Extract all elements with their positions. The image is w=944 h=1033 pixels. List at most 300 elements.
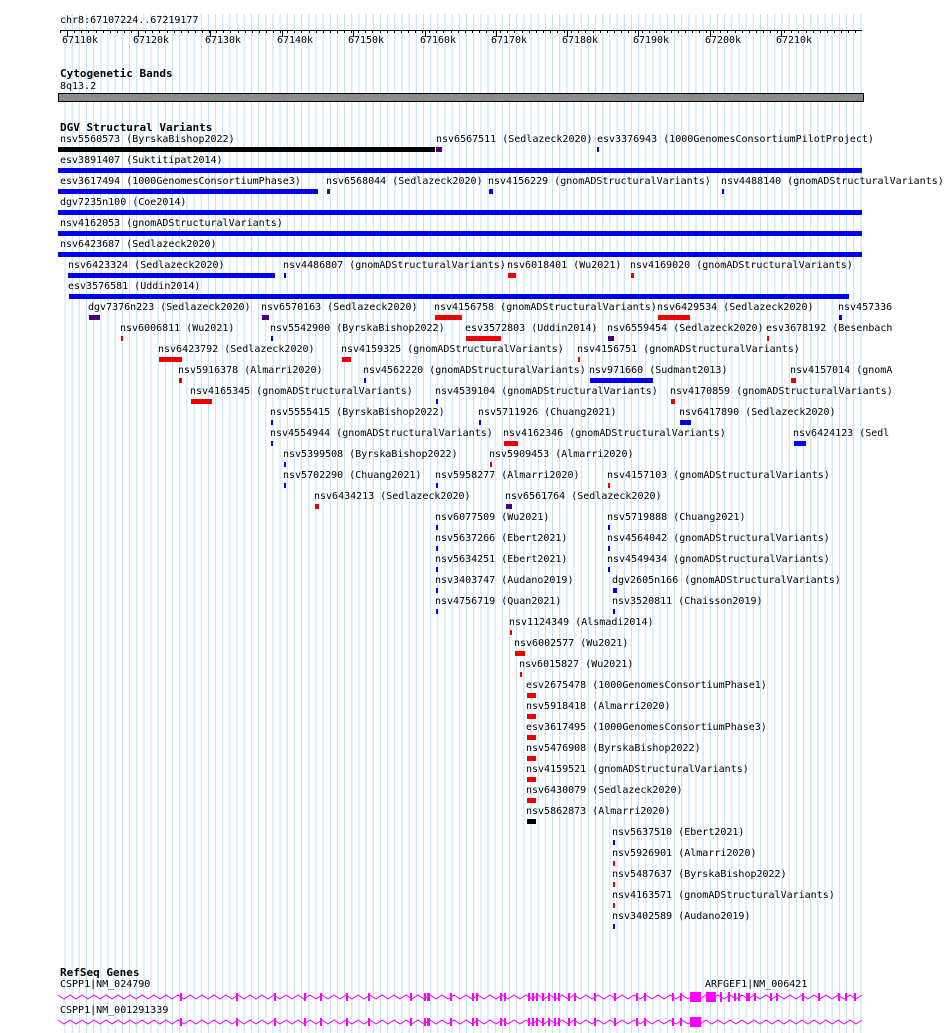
dgv-feature-bar[interactable] [791,378,796,383]
ruler-minor-tick [536,30,537,33]
gene-exon[interactable] [672,993,674,1001]
dgv-feature-bar[interactable] [436,588,438,593]
dgv-feature-bar[interactable] [613,903,615,908]
ruler-minor-tick [507,30,508,33]
dgv-feature-bar[interactable] [613,609,615,614]
dgv-feature-bar[interactable] [159,357,182,362]
dgv-feature-bar[interactable] [479,420,481,425]
dgv-feature-label[interactable]: nsv4564042 (gnomADStructuralVariants) [607,533,830,544]
ruler-minor-tick [223,30,224,33]
gene-exon[interactable] [180,993,182,1001]
dgv-feature-label[interactable]: nsv4159325 (gnomADStructuralVariants) [341,344,564,355]
dgv-feature-bar[interactable] [179,378,182,383]
dgv-track-title[interactable]: DGV Structural Variants [60,121,213,134]
gene-exon[interactable] [728,992,730,1002]
dgv-feature-bar[interactable] [608,525,610,530]
ruler-minor-tick [820,30,821,33]
gene-exon[interactable] [644,993,646,1001]
gene-model-cspp1-nm-001291339[interactable] [58,1015,862,1029]
dgv-feature-label[interactable]: nsv6561764 (Sedlazeck2020) [505,491,662,502]
gene-exon[interactable] [424,1018,426,1026]
dgv-feature-bar[interactable] [527,777,536,782]
dgv-feature-bar[interactable] [436,525,438,530]
ruler-minor-tick [848,30,849,33]
dgv-feature-label[interactable]: dgv2605n166 (gnomADStructuralVariants) [612,575,841,586]
ruler-minor-tick [81,30,82,33]
ruler-minor-tick [152,30,153,33]
ruler-minor-tick [209,30,210,33]
dgv-feature-label[interactable]: nsv6424123 (Sedl [793,428,890,439]
dgv-feature-label[interactable]: esv3617494 (1000GenomesConsortiumPhase3) [60,176,301,187]
dgv-feature-label[interactable]: esv3376943 (1000GenomesConsortiumPilotProject) [597,134,874,145]
gene-exon[interactable] [236,1018,238,1026]
ruler-minor-tick [245,30,246,33]
dgv-feature-label[interactable]: esv2675478 (1000GenomesConsortiumPhase1) [526,680,767,691]
ruler-minor-tick [770,30,771,33]
dgv-feature-bar[interactable] [191,399,212,404]
gene-exon[interactable] [554,1018,556,1026]
gene-exon[interactable] [536,993,538,1001]
dgv-feature-label[interactable]: nsv4162053 (gnomADStructuralVariants) [60,218,283,229]
dgv-feature-bar[interactable] [510,630,512,635]
dgv-feature-bar[interactable] [284,273,286,278]
dgv-feature-label[interactable]: nsv5476908 (ByrskaBishop2022) [526,743,701,754]
gene-exon[interactable] [427,1018,430,1026]
gene-exon[interactable] [636,993,638,1001]
gene-exon[interactable] [476,993,478,1001]
gene-exon[interactable] [532,993,534,1001]
ruler-minor-tick [380,30,381,33]
dgv-feature-bar[interactable] [58,168,862,173]
gene-exon[interactable] [691,1017,701,1027]
dgv-feature-bar[interactable] [613,588,617,593]
dgv-feature-label[interactable]: nsv5399508 (ByrskaBishop2022) [283,449,458,460]
dgv-feature-label[interactable]: nsv4157014 (gnomA [790,365,893,376]
ruler-minor-tick [493,30,494,33]
gene-exon[interactable] [776,993,778,1001]
dgv-feature-label[interactable]: nsv6429534 (Sedlazeck2020) [657,302,814,313]
gene-exon[interactable] [802,993,804,1001]
ruler-minor-tick [664,30,665,33]
dgv-feature-bar[interactable] [520,672,522,677]
gene-exon[interactable] [542,993,544,1001]
dgv-feature-label[interactable]: nsv4163571 (gnomADStructuralVariants) [612,890,835,901]
dgv-feature-bar[interactable] [69,294,849,299]
gene-exon[interactable] [748,993,750,1001]
gene-exon[interactable] [346,993,348,1001]
gene-exon[interactable] [536,1018,538,1026]
gene-exon[interactable] [504,993,506,1001]
dgv-feature-label[interactable]: nsv6423687 (Sedlazeck2020) [60,239,217,250]
ruler-minor-tick [571,30,572,33]
gene-exon[interactable] [236,993,238,1001]
dgv-feature-bar[interactable] [58,210,862,215]
dgv-feature-bar[interactable] [436,609,438,614]
gene-exon[interactable] [320,1018,322,1026]
dgv-feature-label[interactable]: nsv5555415 (ByrskaBishop2022) [270,407,445,418]
ruler-minor-tick [514,30,515,33]
dgv-feature-label[interactable]: nsv5916378 (Almarri2020) [178,365,323,376]
dgv-feature-bar[interactable] [271,336,273,341]
gene-exon[interactable] [528,1018,530,1026]
ruler-minor-tick [394,30,395,33]
dgv-feature-bar[interactable] [608,567,610,572]
gene-exon[interactable] [532,1018,534,1026]
dgv-feature-label[interactable]: nsv5487637 (ByrskaBishop2022) [612,869,787,880]
gene-exon[interactable] [770,993,772,1001]
dgv-feature-label[interactable]: nsv6077509 (Wu2021) [435,512,550,523]
dgv-feature-label[interactable]: nsv5918418 (Almarri2020) [526,701,671,712]
ruler-minor-tick [777,30,778,33]
dgv-feature-bar[interactable] [613,840,615,845]
dgv-feature-label[interactable]: nsv6018401 (Wu2021) [507,260,622,271]
gene-exon[interactable] [672,1018,674,1026]
gene-exon[interactable] [854,993,856,1001]
dgv-feature-bar[interactable] [527,756,536,761]
dgv-feature-label[interactable]: nsv4162346 (gnomADStructuralVariants) [503,428,726,439]
dgv-feature-label[interactable]: nsv6570163 (Sedlazeck2020) [261,302,418,313]
dgv-feature-label[interactable]: nsv4169020 (gnomADStructuralVariants) [630,260,853,271]
cytoband-8q13-2[interactable] [58,93,864,102]
dgv-feature-bar[interactable] [284,483,286,488]
dgv-feature-label[interactable]: nsv6568044 (Sedlazeck2020) [326,176,483,187]
dgv-feature-bar[interactable] [68,273,275,278]
gene-exon[interactable] [304,1018,306,1026]
ruler-minor-tick [479,30,480,33]
gene-exon[interactable] [680,993,682,1001]
dgv-feature-label[interactable]: nsv3520811 (Chaisson2019) [612,596,763,607]
gene-exon[interactable] [180,1018,182,1026]
ruler-minor-tick [74,30,75,33]
ruler-minor-tick [557,30,558,33]
dgv-feature-label[interactable]: nsv457336 [838,302,893,313]
dgv-feature-bar[interactable] [284,462,286,467]
ruler-minor-tick [145,30,146,33]
dgv-feature-bar[interactable] [527,819,536,824]
gene-exon[interactable] [746,993,748,1001]
ruler-tick-label: 67130k [204,35,242,46]
ruler-minor-tick [216,30,217,33]
ruler-minor-tick [96,30,97,33]
dgv-feature-bar[interactable] [466,336,501,341]
gene-exon[interactable] [636,1018,638,1026]
ruler-minor-tick [344,30,345,33]
dgv-feature-bar[interactable] [58,252,862,257]
ruler-minor-tick [756,30,757,33]
dgv-feature-label[interactable]: nsv4549434 (gnomADStructuralVariants) [607,554,830,565]
dgv-feature-bar[interactable] [722,189,724,194]
gene-exon[interactable] [691,992,701,1002]
dgv-feature-bar[interactable] [794,441,806,446]
dgv-feature-bar[interactable] [597,147,599,152]
dgv-feature-label[interactable]: nsv971660 (Sudmant2013) [589,365,728,376]
dgv-feature-label[interactable]: nsv5637266 (Ebert2021) [435,533,568,544]
dgv-feature-label[interactable]: nsv4554944 (gnomADStructuralVariants) [270,428,493,439]
dgv-feature-bar[interactable] [671,399,675,404]
ruler-minor-tick [429,30,430,33]
dgv-feature-label[interactable]: nsv4157103 (gnomADStructuralVariants) [607,470,830,481]
dgv-feature-bar[interactable] [508,273,516,278]
gene-exon[interactable] [548,1018,550,1026]
ruler-minor-tick [316,30,317,33]
ruler-minor-tick [266,30,267,33]
ruler-minor-tick [436,30,437,33]
dgv-feature-bar[interactable] [327,189,330,194]
gene-exon[interactable] [450,1018,452,1026]
dgv-feature-bar[interactable] [271,441,273,446]
ruler-minor-tick [294,30,295,33]
dgv-feature-bar[interactable] [262,315,269,320]
ruler-minor-tick [287,30,288,33]
dgv-feature-label[interactable]: nsv5711926 (Chuang2021) [478,407,617,418]
dgv-feature-label[interactable]: nsv4159521 (gnomADStructuralVariants) [526,764,749,775]
dgv-feature-label[interactable]: nsv6430079 (Sedlazeck2020) [526,785,683,796]
ruler-minor-tick [167,30,168,33]
dgv-feature-label[interactable]: esv3617495 (1000GenomesConsortiumPhase3) [526,722,767,733]
gene-exon[interactable] [568,1018,570,1026]
dgv-feature-label[interactable]: nsv4156751 (gnomADStructuralVariants) [577,344,800,355]
gene-exon[interactable] [594,1018,596,1026]
gene-exon[interactable] [614,993,616,1001]
ruler-minor-tick [749,30,750,33]
ruler-minor-tick [678,30,679,33]
gene-model-cspp1-nm-024790[interactable] [58,990,862,1004]
ruler-minor-tick [763,30,764,33]
dgv-feature-label[interactable]: nsv4156229 (gnomADStructuralVariants) [488,176,711,187]
dgv-feature-label[interactable]: nsv5542900 (ByrskaBishop2022) [270,323,445,334]
gene-exon[interactable] [304,993,306,1001]
dgv-feature-label[interactable]: nsv6006811 (Wu2021) [120,323,235,334]
gene-exon[interactable] [554,993,556,1001]
dgv-feature-bar[interactable] [527,735,536,740]
dgv-feature-bar[interactable] [436,546,438,551]
ruler-minor-tick [813,30,814,33]
dgv-feature-label[interactable]: nsv4165345 (gnomADStructuralVariants) [190,386,413,397]
dgv-feature-label[interactable]: nsv4486807 (gnomADStructuralVariants) [283,260,506,271]
dgv-feature-label[interactable]: nsv6434213 (Sedlazeck2020) [314,491,471,502]
dgv-feature-label[interactable]: nsv5909453 (Almarri2020) [489,449,634,460]
dgv-feature-label[interactable]: nsv3402589 (Audano2019) [612,911,751,922]
gene-exon[interactable] [720,992,722,1002]
gene-exon[interactable] [754,993,756,1001]
dgv-feature-bar[interactable] [490,462,492,467]
dgv-feature-label[interactable]: nsv5560573 (ByrskaBishop2022) [60,134,235,145]
ruler-minor-tick [841,30,842,33]
dgv-feature-label[interactable]: esv3891407 (Suktitipat2014) [60,155,223,166]
ruler-minor-tick [110,30,111,33]
dgv-feature-bar[interactable] [608,546,610,551]
dgv-feature-label[interactable]: nsv6423792 (Sedlazeck2020) [158,344,315,355]
ruler-position-label: chr8:67107224..67219177 [60,15,199,26]
gene-exon[interactable] [476,1018,478,1026]
dgv-feature-bar[interactable] [364,378,366,383]
dgv-feature-bar[interactable] [342,357,351,362]
dgv-feature-bar[interactable] [613,861,615,866]
dgv-feature-label[interactable]: nsv1124349 (Alsmadi2014) [509,617,654,628]
dgv-feature-bar[interactable] [271,420,273,425]
gene-exon[interactable] [528,993,530,1001]
ruler-tick-label: 67170k [490,35,528,46]
gene-exon[interactable] [614,1018,616,1026]
dgv-feature-bar[interactable] [435,315,462,320]
gene-exon[interactable] [542,1018,544,1026]
gene-exon[interactable] [500,993,502,1001]
gene-exon[interactable] [568,993,570,1001]
dgv-feature-label[interactable]: nsv4562220 (gnomADStructuralVariants) [363,365,586,376]
dgv-feature-bar[interactable] [58,189,318,194]
gene-intron-line [58,995,862,999]
gene-exon[interactable] [450,993,452,1001]
dgv-feature-label[interactable]: esv3576581 (Uddin2014) [68,281,201,292]
gene-exon[interactable] [644,1018,646,1026]
ruler-tick-label: 67160k [419,35,457,46]
gene-exon[interactable] [410,993,412,1001]
gene-exon[interactable] [346,1018,348,1026]
dgv-feature-bar[interactable] [89,315,100,320]
gene-exon[interactable] [472,993,474,1001]
ruler-minor-tick [798,30,799,33]
dgv-feature-bar[interactable] [608,483,610,488]
dgv-feature-bar[interactable] [839,315,842,320]
gene-exon[interactable] [368,1018,370,1026]
ruler-minor-tick [67,30,68,33]
dgv-feature-label[interactable]: nsv5637510 (Ebert2021) [612,827,745,838]
dgv-feature-label[interactable]: nsv5634251 (Ebert2021) [435,554,568,565]
ruler-minor-tick [202,30,203,33]
dgv-feature-bar[interactable] [527,798,536,803]
gene-exon[interactable] [558,993,560,1001]
gene-exon[interactable] [594,993,596,1001]
dgv-feature-bar[interactable] [315,504,319,509]
dgv-feature-bar[interactable] [527,693,536,698]
dgv-feature-label[interactable]: esv3678192 (Besenbach [766,323,893,334]
dgv-feature-bar[interactable] [58,147,435,152]
ruler-minor-tick [195,30,196,33]
dgv-feature-bar[interactable] [504,441,518,446]
dgv-feature-bar[interactable] [489,189,493,194]
gene-exon[interactable] [548,993,550,1001]
ruler-minor-tick [365,30,366,33]
dgv-feature-label[interactable]: nsv5702290 (Chuang2021) [283,470,422,481]
dgv-feature-label[interactable]: nsv5862873 (Almarri2020) [526,806,671,817]
gene-exon[interactable] [574,1018,576,1026]
dgv-feature-bar[interactable] [613,882,615,887]
coordinate-ruler[interactable] [60,15,862,46]
ruler-minor-tick [280,30,281,33]
gene-exon[interactable] [504,1018,506,1026]
dgv-feature-label[interactable]: nsv6417890 (Sedlazeck2020) [679,407,836,418]
gene-exon[interactable] [706,992,716,1002]
gene-exon[interactable] [818,993,820,1001]
dgv-feature-bar[interactable] [121,336,123,341]
ruler-minor-tick [486,30,487,33]
gene-exon[interactable] [424,993,426,1001]
gene-exon[interactable] [500,1018,502,1026]
dgv-feature-bar[interactable] [436,399,438,404]
dgv-feature-bar[interactable] [506,504,512,509]
ruler-minor-tick [593,30,594,33]
dgv-feature-bar[interactable] [608,336,614,341]
gene-exon[interactable] [472,1018,474,1026]
ruler-minor-tick [585,30,586,33]
gene-exon[interactable] [738,993,740,1001]
ruler-minor-tick [735,30,736,33]
dgv-feature-label[interactable]: nsv6002577 (Wu2021) [514,638,629,649]
gene-exon[interactable] [680,1018,682,1026]
dgv-feature-label[interactable]: nsv4488140 (gnomADStructuralVariants) [721,176,944,187]
ruler-minor-tick [138,30,139,33]
dgv-feature-bar[interactable] [578,357,580,362]
dgv-feature-label[interactable]: nsv5926901 (Almarri2020) [612,848,757,859]
refseq-track-title[interactable]: RefSeq Genes [60,966,140,979]
gene-exon[interactable] [320,993,322,1001]
dgv-feature-bar[interactable] [613,924,615,929]
dgv-feature-label[interactable]: nsv4170859 (gnomADStructuralVariants) [670,386,893,397]
dgv-feature-label[interactable]: dgv7235n100 (Coe2014) [60,197,187,208]
dgv-feature-label[interactable]: nsv6567511 (Sedlazeck2020) [436,134,593,145]
dgv-feature-bar[interactable] [767,336,769,341]
dgv-feature-label[interactable]: nsv5958277 (Almarri2020) [435,470,580,481]
dgv-feature-label[interactable]: nsv4756719 (Quan2021) [435,596,562,607]
dgv-feature-bar[interactable] [515,651,525,656]
gene-exon[interactable] [427,993,430,1001]
gene-exon[interactable] [274,993,276,1001]
dgv-feature-label[interactable]: nsv4539104 (gnomADStructuralVariants) [435,386,658,397]
ruler-tick-label: 67150k [347,35,385,46]
dgv-feature-bar[interactable] [680,420,691,425]
ruler-minor-tick [720,30,721,33]
ruler-minor-tick [465,30,466,33]
dgv-feature-label[interactable]: dgv7376n223 (Sedlazeck2020) [88,302,251,313]
gene-exon[interactable] [838,993,840,1001]
gene-exon[interactable] [274,1018,276,1026]
dgv-feature-bar[interactable] [436,567,438,572]
dgv-feature-label[interactable]: nsv6423324 (Sedlazeck2020) [68,260,225,271]
dgv-feature-label[interactable]: nsv3403747 (Audano2019) [435,575,574,586]
dgv-feature-bar[interactable] [590,378,653,383]
dgv-feature-label[interactable]: nsv5719888 (Chuang2021) [607,512,746,523]
gene-exon[interactable] [845,993,847,1001]
dgv-feature-label[interactable]: esv3572803 (Uddin2014) [465,323,598,334]
ruler-minor-tick [174,30,175,33]
gene-exon[interactable] [574,993,576,1001]
ruler-tick-label: 67180k [561,35,599,46]
dgv-feature-label[interactable]: nsv6559454 (Sedlazeck2020) [607,323,764,334]
ruler-minor-tick [181,30,182,33]
ruler-minor-tick [60,30,61,33]
ruler-minor-tick [422,30,423,33]
dgv-feature-label[interactable]: nsv4156758 (gnomADStructuralVariants) [434,302,657,313]
dgv-feature-bar[interactable] [58,231,862,236]
cytoband-track-title[interactable]: Cytogenetic Bands [60,67,173,80]
dgv-feature-bar[interactable] [436,147,442,152]
dgv-feature-bar[interactable] [631,273,634,278]
gene-exon[interactable] [368,993,370,1001]
ruler-tick-label: 67190k [632,35,670,46]
dgv-feature-bar[interactable] [436,483,438,488]
dgv-feature-bar[interactable] [527,714,536,719]
gene-exon[interactable] [410,1018,412,1026]
ruler-minor-tick [159,30,160,33]
dgv-feature-label[interactable]: nsv6015827 (Wu2021) [519,659,634,670]
ruler-minor-tick [649,30,650,33]
ruler-minor-tick [635,30,636,33]
ruler-minor-tick [529,30,530,33]
ruler-minor-tick [806,30,807,33]
gene-exon[interactable] [734,993,736,1001]
dgv-feature-bar[interactable] [658,315,690,320]
gene-exon[interactable] [558,1018,560,1026]
